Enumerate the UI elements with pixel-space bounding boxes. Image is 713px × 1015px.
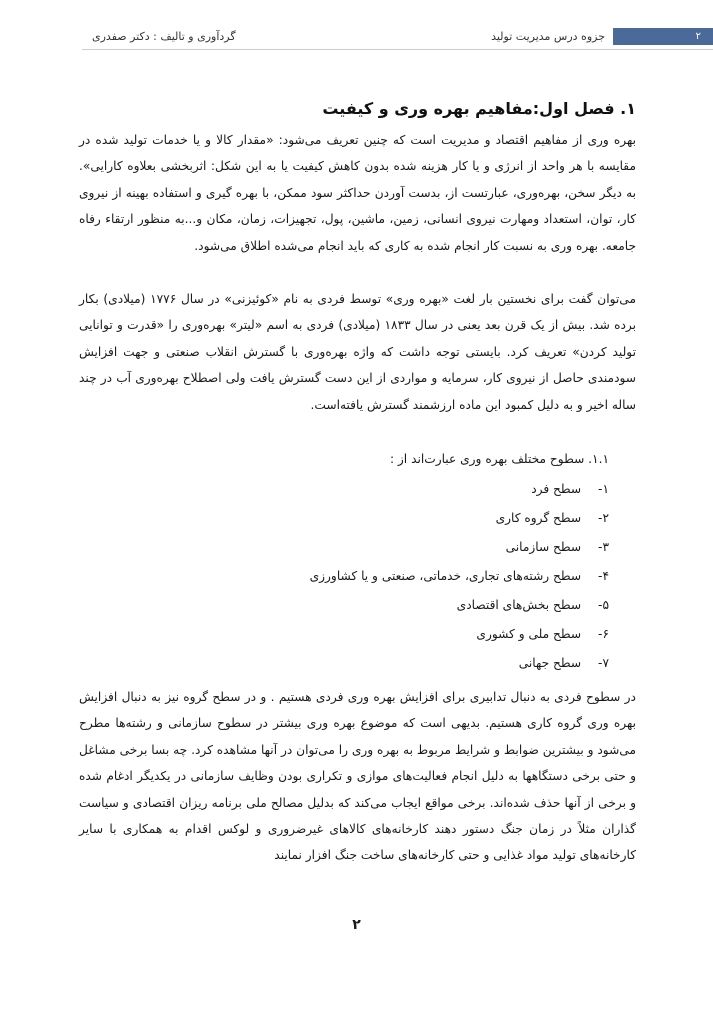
list-item: [310, 620, 609, 649]
list-item-number: ۱-: [598, 482, 609, 496]
list-item: [310, 504, 609, 533]
page-badge: ۲: [613, 28, 713, 45]
list-item-label: سطح گروه کاری: [495, 511, 582, 525]
levels-heading: ۱.۱. سطوح مختلف بهره وری عبارت‌اند از :: [389, 452, 609, 466]
course-title: جزوه درس مدیریت تولید: [491, 30, 605, 43]
list-item: [310, 533, 609, 562]
paragraph-history: می‌توان گفت برای نخستین بار لغت «بهره وری» توسط فردی به نام «کوئیزنی» در سال ۱۷۷۶ (میلادی) بکار برده شد. بیش از یک قرن بعد یعنی در سال ۱۸۳۳ (میلادی) فردی به اسم «لیتر» بهره‌وری را «قدرت و توانایی تولید کردن» تعریف کرد. بایستی توجه داشت که واژه بهره‌وری با گسترش انقلاب صنعتی و جهت افزایش سودمندی حاصل از نیروی کار، سرمایه و مواردی از این دست گسترش یافت ولی اصطلاح بهره‌وری آب در چند ساله اخیر و به دلیل کمبود این ماده ارزشمند گسترش یافته‌است.: [79, 292, 636, 412]
list-item: [310, 475, 609, 504]
list-item-label: سطح جهانی: [518, 656, 582, 670]
list-item-number: ۶-: [598, 627, 609, 641]
list-item-number: ۳-: [598, 540, 609, 554]
list-item-number: ۵-: [598, 598, 609, 612]
list-item: [310, 649, 609, 678]
author-line: گردآوری و تالیف : دکتر صفدری: [92, 30, 236, 43]
page-number: ۲: [352, 917, 361, 933]
list-item: [310, 562, 609, 591]
list-item-label: سطح بخش‌های اقتصادی: [456, 598, 582, 612]
page-header: [82, 27, 713, 50]
list-item-label: سطح رشته‌های تجاری، خدماتی، صنعتی و یا کشاورزی: [309, 569, 582, 583]
list-item-number: ۲-: [598, 511, 609, 525]
list-item-number: ۷-: [598, 656, 609, 670]
list-item-label: سطح فرد: [531, 482, 582, 496]
levels-list: [310, 475, 609, 678]
list-item-number: ۴-: [598, 569, 609, 583]
list-item-label: سطح ملی و کشوری: [476, 627, 582, 641]
list-item-label: سطح سازمانی: [505, 540, 582, 554]
chapter-heading: ۱. فصل اول:مفاهیم بهره وری و کیفیت: [322, 98, 636, 118]
paragraph-levels-discussion: در سطوح فردی به دنبال تدابیری برای افزایش بهره وری فردی هستیم . و در سطح گروه نیز به دنبال افزایش بهره وری گروه کاری هستیم. بدیهی است که موضوع بهره وری بیشتر در سطوح سازمانی و رشته‌ها مطرح می‌شود و بیشترین ضوابط و شرایط مربوط به بهره وری را می‌توان در آنها مشاهده کرد. چه بسا برخی مشاغل و حتی برخی دستگاهها به دلیل انجام فعالیت‌های موازی و تکراری بودن وظایف سازمانی در یکدیگر ادغام شده و برخی از آنها حذف شده‌اند. برخی مواقع ایجاب می‌کند که بدلیل مصالح ملی برنامه ریزان اقتصادی و سیاست گذاران مثلاً در زمان جنگ دستور دهند کارخانه‌های کالاهای غیرضروری و لوکس اقدام به همکاری با سایر کارخانه‌های تولید مواد غذایی و حتی کارخانه‌های ساخت جنگ افزار نمایند: [79, 690, 636, 863]
paragraph-definition: بهره وری از مفاهیم اقتصاد و مدیریت است که چنین تعریف می‌شود: «مقدار کالا و یا خدمات تولید شده در مقایسه با هر واحد از انرژی و یا کار هزینه شده بدون کاهش کیفیت یا به این شکل: اثربخشی بعلاوه کارایی». به دیگر سخن، بهره‌وری، عبارتست از، بدست آوردن حداکثر سود ممکن، با بهره گیری و استفاده بهینه از نیروی کار، توان، استعداد ومهارت نیروی انسانی، زمین، ماشین، پول، تجهیزات، زمان، مکان و...به منظور ارتقاء رفاه جامعه. بهره وری به نسبت کار انجام شده به کاری که باید انجام می‌شده اطلاق می‌شود.: [79, 133, 636, 253]
list-item: [310, 591, 609, 620]
